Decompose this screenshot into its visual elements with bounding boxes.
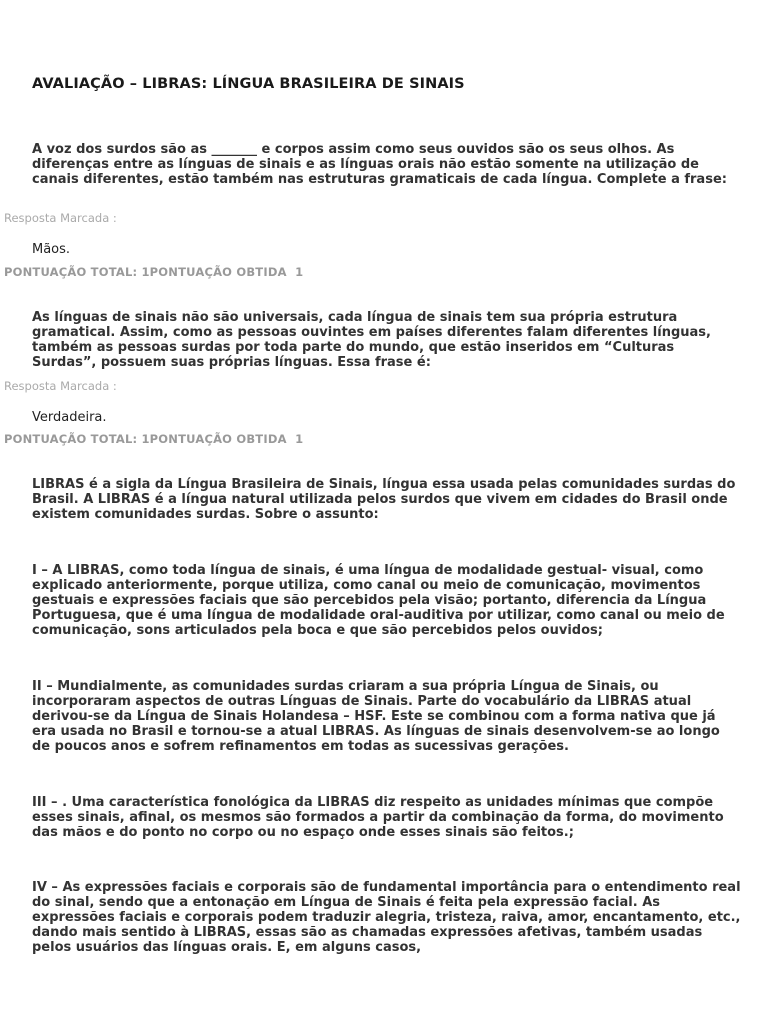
question-1-answer-label: Resposta Marcada : <box>4 211 117 225</box>
question-1-answer: Mãos. <box>32 242 71 257</box>
question-2-answer-label: Resposta Marcada : <box>4 379 117 393</box>
question-2-score: PONTUAÇÃO TOTAL: 1PONTUAÇÃO OBTIDA 1 <box>4 432 304 446</box>
question-3-intro: LIBRAS é a sigla da Língua Brasileira de Sinais, língua essa usada pelas comunidades surdas do Brasil. A LIBRAS é a língua natural utilizada pelos surdos que vivem em cidades do Brasil onde existem comunidades surdas. Sobre o assunto: <box>32 477 736 522</box>
question-2-answer: Verdadeira. <box>32 410 107 425</box>
question-1-text: A voz dos surdos são as _______ e corpos assim como seus ouvidos são os seus olhos. As diferenças entre as línguas de sinais e as línguas orais não estão somente na utilização de canais diferentes, estão também nas estruturas gramaticais de cada língua. Complete a frase: <box>32 142 727 187</box>
page-title: AVALIAÇÃO – LIBRAS: LÍNGUA BRASILEIRA DE SINAIS <box>32 76 465 92</box>
question-2-text: As línguas de sinais não são universais, cada língua de sinais tem sua própria estrutura gramatical. Assim, como as pessoas ouvintes em países diferentes falam diferentes línguas, também as pessoas surdas por toda parte do mundo, que estão inseridos em “Culturas Surdas”, possuem suas próprias línguas. Essa frase é: <box>32 310 711 370</box>
question-3-item-4: IV – As expressões faciais e corporais são de fundamental importância para o entendimento real do sinal, sendo que a entonação em Língua de Sinais é feita pela expressão facial. As expressões faciais e corporais podem traduzir alegria, tristeza, raiva, amor, encantamento, etc., dando mais sentido à LIBRAS, essas são as chamadas expressões afetivas, também usadas pelos usuários das línguas orais. E, em alguns casos, <box>32 880 741 955</box>
question-3-item-1: I – A LIBRAS, como toda língua de sinais, é uma língua de modalidade gestual- visual, como explicado anteriormente, porque utiliza, como canal ou meio de comunicação, movimentos gestuais e expressões faciais que são percebidos pela visão; portanto, diferencia da Língua Portuguesa, que é uma língua de modalidade oral-auditiva por utilizar, como canal ou meio de comunicação, sons articulados pela boca e que são percebidos pelos ouvidos; <box>32 563 725 638</box>
question-3-item-2: II – Mundialmente, as comunidades surdas criaram a sua própria Língua de Sinais, ou incorporaram aspectos de outras Línguas de Sinais. Parte do vocabulário da LIBRAS atual derivou-se da Língua de Sinais Holandesa – HSF. Este se combinou com a forma nativa que já era usada no Brasil e tornou-se a atual LIBRAS. As línguas de sinais desenvolvem-se ao longo de poucos anos e sofrem refinamentos em todas as sucessivas gerações. <box>32 679 720 754</box>
question-1-score: PONTUAÇÃO TOTAL: 1PONTUAÇÃO OBTIDA 1 <box>4 265 304 279</box>
question-3-item-3: III – . Uma característica fonológica da LIBRAS diz respeito as unidades mínimas que compõe esses sinais, afinal, os mesmos são formados a partir da combinação da forma, do movimento das mãos e do ponto no corpo ou no espaço onde esses sinais são feitos.; <box>32 795 724 840</box>
